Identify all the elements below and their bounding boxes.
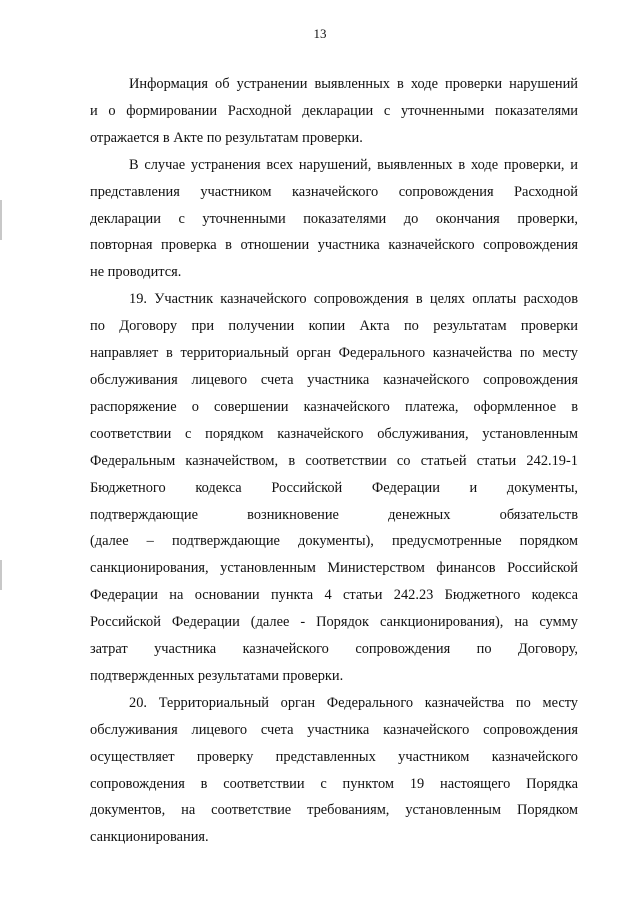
scan-edge-mark (0, 560, 2, 590)
text-line: (далее – подтверждающие документы), предусмотренные порядком (90, 533, 578, 550)
text-line: направляет в территориальный орган Федерального казначейства по месту (90, 345, 578, 362)
paragraph-1 (90, 71, 578, 152)
text-line: обслуживания лицевого счета участника казначейского сопровождения (90, 721, 578, 738)
paragraph-20 (90, 690, 578, 851)
text-line: соответствии с порядком казначейского обслуживания, установленным (90, 425, 578, 442)
text-line: санкционирования, установленным Министерством финансов Российской (90, 560, 578, 577)
text-line: Российской Федерации (далее - Порядок санкционирования), на сумму (90, 614, 578, 631)
page-number: 13 (313, 26, 327, 41)
text-line: Информация об устранении выявленных в ходе проверки нарушений (129, 76, 578, 92)
text-line: подтвержденных результатами проверки. (90, 667, 344, 684)
scan-edge-mark (0, 200, 2, 240)
document-body (90, 71, 578, 851)
text-line: осуществляет проверку представленных участником казначейского (90, 748, 578, 765)
text-line: Федерации на основании пункта 4 статьи 242.23 Бюджетного кодекса (90, 587, 578, 604)
text-line: повторная проверка в отношении участника казначейского сопровождения (90, 237, 578, 254)
text-line: затрат участника казначейского сопровождения по Договору, (90, 641, 578, 658)
text-line: 20. Территориальный орган Федерального казначейства по месту (129, 694, 578, 711)
text-line: по Договору при получении копии Акта по результатам проверки (90, 318, 578, 335)
text-line: представления участником казначейского сопровождения Расходной (90, 183, 578, 200)
text-line: сопровождения в соответствии с пунктом 19 настоящего Порядка (90, 775, 578, 792)
text-line: санкционирования. (90, 829, 209, 846)
text-line: В случае устранения всех нарушений, выявленных в ходе проверки, и (129, 156, 578, 173)
text-line: декларации с уточненными показателями до окончания проверки, (90, 210, 578, 227)
text-line: распоряжение о совершении казначейского платежа, оформленное в (90, 398, 578, 415)
text-line: подтверждающие возникновение денежных обязательств (90, 506, 578, 523)
text-line: Бюджетного кодекса Российской Федерации и документы, (90, 479, 578, 496)
paragraph-2 (90, 152, 578, 287)
paragraph-19 (90, 286, 578, 690)
text-line: документов, на соответствие требованиям, установленным Порядком (90, 802, 578, 819)
text-line: не проводится. (90, 264, 182, 281)
text-line: обслуживания лицевого счета участника казначейского сопровождения (90, 371, 578, 388)
text-line: 19. Участник казначейского сопровождения в целях оплаты расходов (129, 291, 578, 308)
text-line: Федеральным казначейством, в соответствии со статьей статьи 242.19-1 (90, 452, 578, 469)
text-line: и о формировании Расходной декларации с уточненными показателями (90, 102, 578, 119)
text-line: отражается в Акте по результатам проверки. (90, 129, 363, 146)
